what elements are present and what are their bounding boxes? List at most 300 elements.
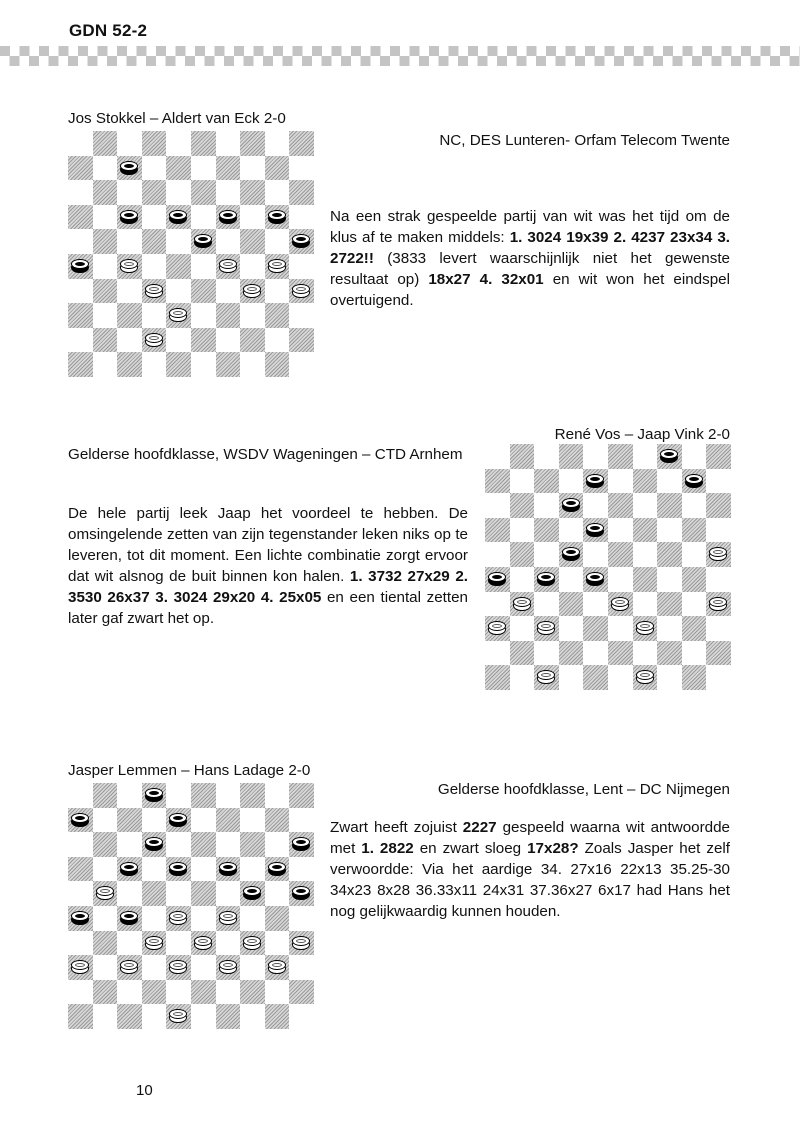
dark-square	[682, 518, 707, 543]
light-square	[608, 469, 633, 494]
light-square	[216, 131, 241, 156]
black-checker-piece-icon	[685, 474, 703, 488]
white-checker-piece-icon	[120, 259, 138, 273]
light-square	[240, 808, 265, 833]
dark-square	[559, 493, 584, 518]
black-checker-piece-icon	[120, 210, 138, 224]
light-square	[657, 469, 682, 494]
light-square	[93, 303, 118, 328]
white-checker-piece-icon	[636, 621, 654, 635]
black-checker-piece-icon	[660, 449, 678, 463]
white-checker-piece-icon	[120, 960, 138, 974]
dark-square	[68, 906, 93, 931]
dark-square	[216, 156, 241, 181]
light-square	[166, 131, 191, 156]
light-square	[608, 518, 633, 543]
dark-square	[142, 328, 167, 353]
white-checker-piece-icon	[268, 259, 286, 273]
light-square	[216, 279, 241, 304]
dark-square	[682, 469, 707, 494]
white-checker-piece-icon	[292, 936, 310, 950]
light-square	[706, 665, 731, 690]
black-checker-piece-icon	[120, 161, 138, 175]
move-notation: 2227	[462, 819, 497, 836]
light-square	[93, 1004, 118, 1029]
dark-square	[142, 832, 167, 857]
light-square	[289, 205, 314, 230]
light-square	[142, 254, 167, 279]
light-square	[117, 931, 142, 956]
dark-square	[534, 665, 559, 690]
dark-square	[191, 931, 216, 956]
light-square	[93, 205, 118, 230]
light-square	[166, 931, 191, 956]
light-square	[93, 352, 118, 377]
article-2-body	[68, 503, 468, 629]
light-square	[534, 592, 559, 617]
body-run: (3833 levert waarschijnlijk niet het gewenste resultaat op)	[330, 250, 730, 288]
light-square	[289, 857, 314, 882]
light-square	[485, 592, 510, 617]
white-checker-piece-icon	[611, 597, 629, 611]
light-square	[682, 542, 707, 567]
dark-square	[117, 808, 142, 833]
dark-square	[633, 616, 658, 641]
dark-square	[240, 131, 265, 156]
dark-square	[633, 665, 658, 690]
checkered-strip	[0, 46, 800, 66]
white-checker-piece-icon	[169, 960, 187, 974]
light-square	[559, 469, 584, 494]
light-square	[117, 783, 142, 808]
dark-square	[510, 542, 535, 567]
light-square	[216, 881, 241, 906]
dark-square	[583, 518, 608, 543]
dark-square	[485, 616, 510, 641]
dark-square	[142, 783, 167, 808]
light-square	[216, 229, 241, 254]
dark-square	[657, 542, 682, 567]
black-checker-piece-icon	[562, 498, 580, 512]
dark-square	[240, 783, 265, 808]
dark-square	[608, 542, 633, 567]
light-square	[240, 254, 265, 279]
light-square	[142, 205, 167, 230]
dark-square	[706, 641, 731, 666]
dark-square	[166, 955, 191, 980]
article-2-event: Gelderse hoofdklasse, WSDV Wageningen – CTD Arnhem	[68, 446, 463, 463]
dark-square	[216, 906, 241, 931]
body-run: en een tiental zetten later gaf zwart het op.	[68, 589, 468, 627]
dark-square	[117, 955, 142, 980]
dark-square	[216, 857, 241, 882]
light-square	[485, 493, 510, 518]
light-square	[93, 857, 118, 882]
light-square	[265, 832, 290, 857]
dark-square	[191, 180, 216, 205]
white-checker-piece-icon	[145, 284, 163, 298]
light-square	[534, 542, 559, 567]
light-square	[706, 567, 731, 592]
dark-square	[510, 444, 535, 469]
white-checker-piece-icon	[194, 936, 212, 950]
dark-square	[166, 303, 191, 328]
dark-square	[166, 254, 191, 279]
light-square	[682, 493, 707, 518]
dark-square	[706, 592, 731, 617]
light-square	[68, 931, 93, 956]
light-square	[191, 1004, 216, 1029]
light-square	[510, 469, 535, 494]
light-square	[534, 641, 559, 666]
dark-square	[485, 469, 510, 494]
light-square	[682, 641, 707, 666]
dark-square	[191, 881, 216, 906]
light-square	[117, 328, 142, 353]
dark-square	[166, 352, 191, 377]
light-square	[240, 1004, 265, 1029]
dark-square	[117, 1004, 142, 1029]
dark-square	[93, 931, 118, 956]
dark-square	[240, 180, 265, 205]
light-square	[142, 955, 167, 980]
light-square	[240, 156, 265, 181]
black-checker-piece-icon	[292, 837, 310, 851]
light-square	[633, 444, 658, 469]
light-square	[216, 180, 241, 205]
move-notation: 17x28?	[527, 840, 579, 857]
dark-square	[265, 352, 290, 377]
article-1-event: NC, DES Lunteren- Orfam Telecom Twente	[439, 132, 730, 149]
light-square	[706, 469, 731, 494]
light-square	[706, 616, 731, 641]
dark-square	[68, 303, 93, 328]
light-square	[68, 783, 93, 808]
dark-square	[117, 254, 142, 279]
page-number: 10	[136, 1082, 153, 1099]
article-3-players: Jasper Lemmen – Hans Ladage 2-0	[68, 762, 311, 779]
black-checker-piece-icon	[219, 210, 237, 224]
black-checker-piece-icon	[71, 911, 89, 925]
dark-square	[534, 469, 559, 494]
black-checker-piece-icon	[219, 862, 237, 876]
light-square	[633, 592, 658, 617]
dark-square	[93, 131, 118, 156]
light-square	[68, 229, 93, 254]
light-square	[191, 254, 216, 279]
move-notation: 1. 2822	[361, 840, 414, 857]
dark-square	[166, 857, 191, 882]
article-2-players: René Vos – Jaap Vink 2-0	[554, 426, 730, 443]
black-checker-piece-icon	[120, 862, 138, 876]
white-checker-piece-icon	[219, 911, 237, 925]
light-square	[608, 665, 633, 690]
dark-square	[216, 303, 241, 328]
dark-square	[265, 955, 290, 980]
black-checker-piece-icon	[268, 862, 286, 876]
dark-square	[166, 808, 191, 833]
body-run: en wit won het eindspel overtuigend.	[330, 271, 730, 309]
white-checker-piece-icon	[243, 284, 261, 298]
black-checker-piece-icon	[292, 234, 310, 248]
dark-square	[265, 205, 290, 230]
light-square	[93, 906, 118, 931]
light-square	[68, 131, 93, 156]
dark-square	[191, 131, 216, 156]
dark-square	[608, 641, 633, 666]
light-square	[265, 783, 290, 808]
dark-square	[191, 229, 216, 254]
dark-square	[166, 205, 191, 230]
light-square	[142, 808, 167, 833]
white-checker-piece-icon	[219, 960, 237, 974]
dark-square	[265, 857, 290, 882]
dark-square	[191, 980, 216, 1005]
light-square	[166, 881, 191, 906]
light-square	[142, 156, 167, 181]
white-checker-piece-icon	[243, 936, 261, 950]
light-square	[216, 980, 241, 1005]
move-notation: 1. 3024 19x39 2. 4237 23x34 3. 2722!!	[330, 229, 731, 267]
dark-square	[682, 616, 707, 641]
light-square	[706, 518, 731, 543]
dark-square	[633, 469, 658, 494]
light-square	[166, 279, 191, 304]
dark-square	[68, 254, 93, 279]
dark-square	[289, 931, 314, 956]
dark-square	[510, 592, 535, 617]
light-square	[485, 641, 510, 666]
dark-square	[117, 205, 142, 230]
dark-square	[534, 518, 559, 543]
dark-square	[191, 783, 216, 808]
light-square	[191, 303, 216, 328]
dark-square	[608, 444, 633, 469]
light-square	[510, 616, 535, 641]
light-square	[265, 131, 290, 156]
light-square	[559, 567, 584, 592]
light-square	[191, 857, 216, 882]
light-square	[142, 906, 167, 931]
light-square	[216, 783, 241, 808]
white-checker-piece-icon	[96, 886, 114, 900]
dark-square	[657, 641, 682, 666]
dark-square	[289, 783, 314, 808]
dark-square	[289, 131, 314, 156]
dark-square	[583, 567, 608, 592]
article-1-body	[330, 206, 730, 311]
white-checker-piece-icon	[709, 597, 727, 611]
body-run: Zoals Jasper het zelf verwoordde: Via het aardige 34. 27x16 22x13 35.25-30 34x23 8x28 36.33x11 24x31 37.36x27 6x17 had Hans het nog gelijkwaardig kunnen houden.	[330, 840, 730, 920]
light-square	[240, 857, 265, 882]
light-square	[289, 955, 314, 980]
white-checker-piece-icon	[636, 670, 654, 684]
dark-square	[657, 592, 682, 617]
light-square	[166, 783, 191, 808]
dark-square	[633, 518, 658, 543]
light-square	[265, 328, 290, 353]
black-checker-piece-icon	[169, 813, 187, 827]
light-square	[93, 808, 118, 833]
light-square	[117, 180, 142, 205]
light-square	[289, 808, 314, 833]
white-checker-piece-icon	[219, 259, 237, 273]
body-run: Na een strak gespeelde partij van wit was het tijd om de klus af te maken middels:	[330, 208, 730, 246]
dark-square	[117, 156, 142, 181]
dark-square	[68, 808, 93, 833]
light-square	[608, 567, 633, 592]
light-square	[117, 832, 142, 857]
light-square	[633, 542, 658, 567]
dark-square	[559, 592, 584, 617]
dark-square	[240, 279, 265, 304]
dark-square	[633, 567, 658, 592]
black-checker-piece-icon	[537, 572, 555, 586]
article-3-body	[330, 817, 730, 922]
black-checker-piece-icon	[243, 886, 261, 900]
light-square	[68, 980, 93, 1005]
dark-square	[265, 156, 290, 181]
dark-square	[240, 328, 265, 353]
dark-square	[142, 180, 167, 205]
dark-square	[240, 229, 265, 254]
dark-square	[216, 205, 241, 230]
dark-square	[68, 352, 93, 377]
article-1-board	[68, 131, 314, 377]
dark-square	[485, 665, 510, 690]
light-square	[682, 592, 707, 617]
black-checker-piece-icon	[268, 210, 286, 224]
dark-square	[117, 906, 142, 931]
light-square	[117, 131, 142, 156]
light-square	[583, 444, 608, 469]
light-square	[166, 980, 191, 1005]
dark-square	[240, 931, 265, 956]
dark-square	[682, 665, 707, 690]
light-square	[68, 328, 93, 353]
dark-square	[68, 205, 93, 230]
light-square	[510, 518, 535, 543]
dark-square	[117, 857, 142, 882]
white-checker-piece-icon	[268, 960, 286, 974]
light-square	[510, 665, 535, 690]
light-square	[240, 352, 265, 377]
dark-square	[265, 906, 290, 931]
dark-square	[166, 906, 191, 931]
dark-square	[289, 881, 314, 906]
light-square	[485, 542, 510, 567]
light-square	[289, 254, 314, 279]
light-square	[534, 493, 559, 518]
black-checker-piece-icon	[71, 813, 89, 827]
dark-square	[166, 156, 191, 181]
light-square	[93, 254, 118, 279]
light-square	[117, 881, 142, 906]
dark-square	[534, 616, 559, 641]
dark-square	[534, 567, 559, 592]
dark-square	[559, 542, 584, 567]
light-square	[289, 303, 314, 328]
light-square	[68, 180, 93, 205]
light-square	[191, 906, 216, 931]
light-square	[289, 352, 314, 377]
light-square	[216, 832, 241, 857]
move-notation: 18x27 4. 32x01	[428, 271, 544, 288]
dark-square	[510, 641, 535, 666]
light-square	[265, 229, 290, 254]
dark-square	[485, 518, 510, 543]
dark-square	[117, 352, 142, 377]
dark-square	[657, 444, 682, 469]
dark-square	[706, 542, 731, 567]
black-checker-piece-icon	[145, 788, 163, 802]
dark-square	[142, 931, 167, 956]
black-checker-piece-icon	[562, 547, 580, 561]
black-checker-piece-icon	[292, 886, 310, 900]
black-checker-piece-icon	[120, 911, 138, 925]
dark-square	[289, 980, 314, 1005]
dark-square	[142, 279, 167, 304]
white-checker-piece-icon	[513, 597, 531, 611]
black-checker-piece-icon	[169, 210, 187, 224]
article-2-board	[485, 444, 731, 690]
light-square	[191, 156, 216, 181]
body-run: en zwart sloeg	[413, 840, 528, 857]
white-checker-piece-icon	[145, 936, 163, 950]
dark-square	[608, 592, 633, 617]
dark-square	[485, 567, 510, 592]
dark-square	[216, 352, 241, 377]
dark-square	[510, 493, 535, 518]
light-square	[216, 931, 241, 956]
light-square	[166, 180, 191, 205]
dark-square	[608, 493, 633, 518]
body-run: De hele partij leek Jaap het voordeel te hebben. De omsingelende zetten van zijn tegenstander leken niks op te leveren, tot dit moment. Een lichte combinatie zorgt ervoor dat wit alsnog de buit binnen kon halen.	[68, 505, 468, 585]
light-square	[240, 205, 265, 230]
dark-square	[216, 808, 241, 833]
dark-square	[289, 229, 314, 254]
dark-square	[93, 229, 118, 254]
light-square	[289, 1004, 314, 1029]
dark-square	[68, 955, 93, 980]
dark-square	[68, 857, 93, 882]
dark-square	[682, 567, 707, 592]
dark-square	[583, 665, 608, 690]
move-notation: 1. 3732 27x29 2. 3530 26x37 3. 3024 29x20 4. 25x05	[68, 568, 468, 606]
light-square	[633, 641, 658, 666]
light-square	[117, 229, 142, 254]
white-checker-piece-icon	[709, 547, 727, 561]
light-square	[117, 980, 142, 1005]
light-square	[93, 156, 118, 181]
light-square	[166, 229, 191, 254]
dark-square	[289, 279, 314, 304]
light-square	[608, 616, 633, 641]
dark-square	[191, 328, 216, 353]
light-square	[68, 881, 93, 906]
dark-square	[93, 783, 118, 808]
light-square	[142, 303, 167, 328]
white-checker-piece-icon	[537, 670, 555, 684]
article-1-players: Jos Stokkel – Aldert van Eck 2-0	[68, 110, 286, 127]
dark-square	[240, 980, 265, 1005]
light-square	[166, 832, 191, 857]
dark-square	[93, 180, 118, 205]
dark-square	[559, 641, 584, 666]
dark-square	[289, 832, 314, 857]
dark-square	[265, 808, 290, 833]
white-checker-piece-icon	[169, 308, 187, 322]
